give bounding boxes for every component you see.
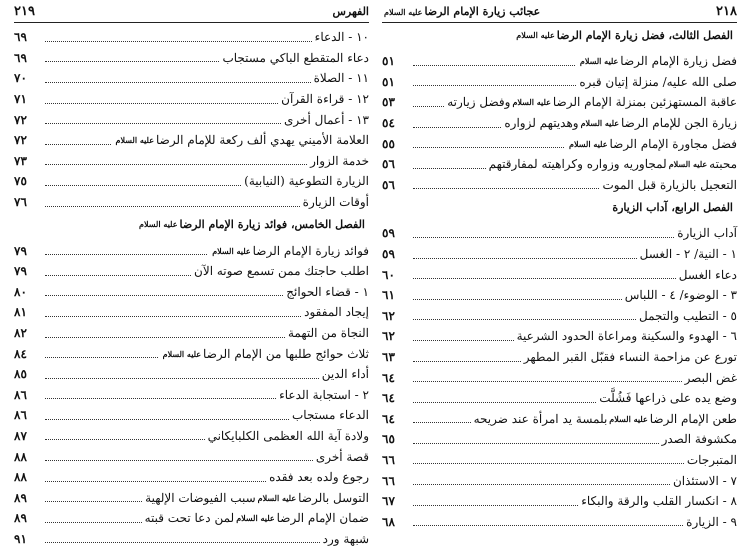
leader-dots (45, 501, 142, 502)
toc-entry[interactable]: خدمة الزوار ٧٣ (14, 153, 369, 168)
right-page (382, 0, 737, 549)
toc-entry[interactable]: ١ - قضاء الحوائج ٨٠ (14, 284, 369, 299)
leader-dots (45, 357, 158, 358)
toc-entry[interactable]: ٦ - الهدوء والسكينة ومراعاة الحدود الشرعية ٦٢ (382, 329, 737, 344)
leader-dots (413, 340, 514, 341)
right-page-number: ٢١٨ (716, 3, 737, 19)
honorific-mark: عليه السلام (580, 118, 620, 129)
toc-entry[interactable]: ١ - النية/ ٢ - الغسل ٥٩ (382, 247, 737, 262)
toc-entry[interactable]: دعاء الغسل ٦٠ (382, 267, 737, 282)
leader-dots (413, 85, 576, 86)
leader-dots (45, 316, 301, 317)
toc-entry[interactable]: ٧ - الاستئذان ٦٦ (382, 473, 737, 488)
honorific-mark: عليه السلام (512, 97, 551, 108)
leader-dots (413, 237, 674, 238)
toc-entry[interactable]: فضل زيارة الإمام الرضا عليه السلام ٥١ (382, 54, 737, 69)
right-header-title: عجائب زيارة الإمام الرضاعليه السلام (384, 4, 541, 18)
honorific-mark: عليه السلام (384, 6, 423, 17)
leader-dots (413, 147, 564, 148)
toc-entry[interactable]: ٢ - استجابة الدعاء ٨٦ (14, 387, 369, 402)
leader-dots (413, 402, 596, 403)
toc-entry[interactable]: زيارة الجن للإمام الرضا عليه السلام وهديتهم لزواره ٥٤ (382, 116, 737, 131)
honorific-mark: عليه السلام (257, 492, 297, 503)
toc-entry[interactable]: ٩ - الزيارة ٦٨ (382, 514, 737, 529)
leader-dots (45, 206, 300, 207)
leader-dots (45, 337, 285, 338)
leader-dots (413, 258, 637, 259)
toc-entry[interactable]: المتبرجات ٦٦ (382, 452, 737, 467)
right-page-header (382, 0, 737, 23)
leader-dots (413, 278, 676, 279)
toc-entry[interactable]: عاقبة المستهزئين بمنزلة الإمام الرضا عليه السلام وفضل زيارته ٥٣ (382, 95, 737, 110)
toc-entry[interactable]: ولادة آية الله العظمى الكلبايكاني ٨٧ (14, 428, 369, 443)
toc-entry[interactable]: أوقات الزيارة ٧٦ (14, 195, 369, 210)
toc-entry[interactable]: ٣ - الوضوء/ ٤ - اللباس ٦١ (382, 288, 737, 303)
leader-dots (413, 319, 636, 320)
leader-dots (45, 295, 283, 296)
toc-entry[interactable]: مكشوفة الصدر ٦٥ (382, 432, 737, 447)
leader-dots (45, 123, 281, 124)
toc-entry[interactable]: ١٠ - الدعاء ٦٩ (14, 30, 369, 45)
toc-entry[interactable]: ١٢ - قراءة القرآن ٧١ (14, 92, 369, 107)
toc-entry[interactable]: التوسل بالرضا عليه السلام سبب الفيوضات الإلهية ٨٩ (14, 490, 369, 505)
leader-dots (45, 419, 289, 420)
leader-dots (45, 460, 313, 461)
toc-entry[interactable]: شبهة ورد ٩١ (14, 531, 369, 546)
toc-entry[interactable]: فوائد زيارة الإمام الرضا عليه السلام ٧٩ (14, 243, 369, 258)
toc-entry[interactable]: ضمان الإمام الرضا عليه السلام لمن دعا تحت قبته ٨٩ (14, 511, 369, 526)
toc-entry[interactable]: اطلب حاجتك ممن تسمع صوته الآن ٧٩ (14, 264, 369, 279)
leader-dots (413, 168, 486, 169)
toc-entry[interactable]: فضل مجاورة الإمام الرضا عليه السلام ٥٥ (382, 136, 737, 151)
leader-dots (45, 378, 319, 379)
toc-entry[interactable]: التعجيل بالزيارة قبل الموت ٥٦ (382, 177, 737, 192)
leader-dots (413, 525, 683, 526)
left-entries-b (14, 240, 369, 549)
left-entries-a (14, 27, 369, 212)
toc-entry[interactable]: ٨ - انكسار القلب والرقة والبكاء ٦٧ (382, 494, 737, 509)
toc-entry[interactable]: رجوع ولده بعد فقده ٨٨ (14, 470, 369, 485)
leader-dots (45, 61, 219, 62)
toc-entry[interactable]: الدعاء مستجاب ٨٦ (14, 408, 369, 423)
leader-dots (45, 542, 320, 543)
leader-dots (413, 299, 622, 300)
toc-entry[interactable]: إيجاد المفقود ٨١ (14, 305, 369, 320)
toc-entry[interactable]: صلى الله عليه/ منزلة إتيان قبره ٥١ (382, 74, 737, 89)
leader-dots (45, 275, 191, 276)
leader-dots (413, 443, 659, 444)
leader-dots (45, 254, 207, 255)
right-entries-a (382, 51, 737, 195)
left-header-title: الفهرس (332, 4, 369, 18)
left-page (14, 0, 369, 549)
leader-dots (413, 381, 682, 382)
chapter-heading: الفصل الثالث، فضل زيارة الإمام الرضا عليه السلام (516, 28, 733, 42)
leader-dots (413, 65, 575, 66)
honorific-mark: عليه السلام (609, 413, 648, 424)
leader-dots (45, 103, 278, 104)
toc-entry[interactable]: ثلاث حوائج طلبها من الإمام الرضا عليه السلام ٨٤ (14, 346, 369, 361)
honorific-mark: عليه السلام (516, 30, 555, 40)
leader-dots (45, 164, 307, 165)
toc-entry[interactable]: دعاء المتقطع الباكي مستجاب ٦٩ (14, 50, 369, 65)
toc-entry[interactable]: وضع يده على ذراعها فَشُلَّت ٦٤ (382, 391, 737, 406)
toc-entry[interactable]: تورع عن مزاحمة النساء فقبّل القبر المطهر ٦٣ (382, 350, 737, 365)
leader-dots (413, 505, 578, 506)
honorific-mark: عليه السلام (212, 245, 251, 256)
leader-dots (45, 185, 241, 186)
honorific-mark: عليه السلام (236, 513, 275, 524)
leader-dots (413, 422, 471, 423)
chapter-heading: الفصل الرابع، آداب الزيارة (612, 200, 733, 214)
leader-dots (413, 463, 684, 464)
leader-dots (45, 439, 205, 440)
left-page-header (14, 0, 369, 23)
leader-dots (45, 481, 266, 482)
toc-entry[interactable]: محبته عليه السلام لمجاوريه وزواره وكراهيته لمفارقتهم ٥٦ (382, 157, 737, 172)
right-entries-b (382, 223, 737, 532)
leader-dots (45, 398, 276, 399)
toc-entry[interactable]: آداب الزيارة ٥٩ (382, 226, 737, 241)
toc-entry[interactable]: ٥ - التطيب والتجمل ٦٢ (382, 308, 737, 323)
leader-dots (413, 361, 521, 362)
toc-entry[interactable]: العلامة الأميني يهدي ألف ركعة للإمام الرضا عليه السلام ٧٢ (14, 133, 369, 148)
leader-dots (45, 82, 311, 83)
left-page-number: ٢١٩ (14, 3, 35, 19)
honorific-mark: عليه السلام (668, 159, 708, 170)
toc-entry[interactable]: أداء الدين ٨٥ (14, 367, 369, 382)
leader-dots (413, 106, 444, 107)
leader-dots (413, 127, 501, 128)
toc-entry[interactable]: ١١ - الصلاة ٧٠ (14, 71, 369, 86)
honorific-mark: عليه السلام (139, 219, 178, 230)
toc-entry[interactable]: النجاة من التهمة ٨٢ (14, 326, 369, 341)
toc-entry[interactable]: قصة أخرى ٨٨ (14, 449, 369, 464)
toc-entry[interactable]: ١٣ - أعمال أخرى ٧٢ (14, 112, 369, 127)
honorific-mark: عليه السلام (115, 135, 154, 146)
leader-dots (413, 484, 670, 485)
chapter-heading: الفصل الخامس، فوائد زيارة الإمام الرضا عليه السلام (139, 217, 365, 231)
leader-dots (45, 144, 111, 145)
leader-dots (413, 188, 599, 189)
toc-entry[interactable]: غض البصر ٦٤ (382, 370, 737, 385)
toc-entry[interactable]: طعن الإمام الرضا عليه السلام بلمسة يد امرأة عند ضريحه ٦٤ (382, 411, 737, 426)
honorific-mark: عليه السلام (569, 138, 608, 149)
honorific-mark: عليه السلام (162, 348, 202, 359)
honorific-mark: عليه السلام (579, 56, 619, 67)
leader-dots (45, 522, 142, 523)
leader-dots (45, 41, 312, 42)
toc-entry[interactable]: الزيارة التطوعية (النيابية) ٧٥ (14, 174, 369, 189)
